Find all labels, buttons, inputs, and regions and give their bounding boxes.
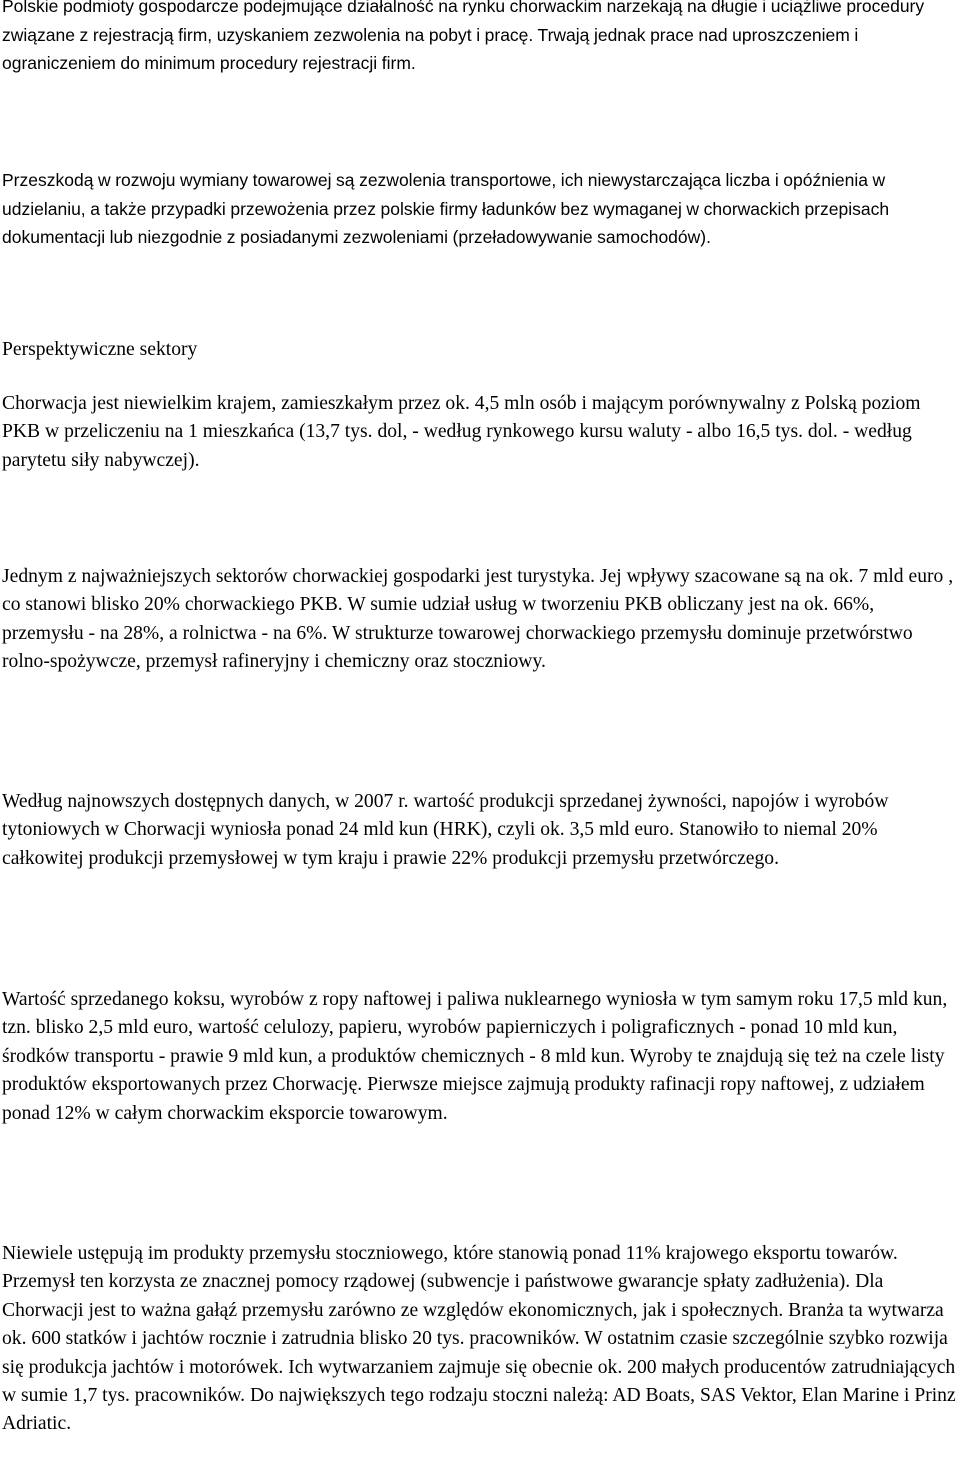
paragraph-transport-permits: Przeszkodą w rozwoju wymiany towarowej są zezwolenia transportowe, ich niewystarczająca liczba i opóźnienia w udzielaniu, a także przypadki przewożenia przez polskie firmy ładunków bez wymaganej w chorwackich przepisach dokumentacji lub niezgodnie z posiadanymi zezwoleniami (przeładowywanie samochodów). bbox=[2, 170, 890, 248]
section-heading-perspective-sectors: Perspektywiczne sektory bbox=[2, 339, 198, 360]
paragraph-food-production: Według najnowszych dostępnych danych, w 2007 r. wartość produkcji sprzedanej żywności, napojów i wyrobów tytoniowych w Chorwacji wyniosła ponad 24 mld kun (HRK), czyli ok. 3,5 mld euro. Stanowiło to niemal 20% całkowitej produkcji przemysłowej w tym kraju i prawie 22% produkcji przemysłu przetwórczego. bbox=[2, 791, 889, 869]
paragraph-shipbuilding: Niewiele ustępują im produkty przemysłu stoczniowego, które stanowią ponad 11% krajowego eksportu towarów. Przemysł ten korzysta ze znacznej pomocy rządowej (subwencje i państwowe gwarancje spłaty zadłużenia). Dla Chorwacji jest to ważna gałąź przemysłu zarówno ze względów ekonomicznych, jak i społecznych. Branża ta wytwarza ok. 600 statków i jachtów rocznie i zatrudnia blisko 20 tys. pracowników. W ostatnim czasie szczególnie szybko rozwija się produkcja jachtów i motorówek. Ich wytwarzaniem zajmuje się obecnie ok. 200 małych producentów zatrudniających w sumie 1,7 tys. pracowników. Do największych tego rodzaju stoczni należą: AD Boats, SAS Vektor, Elan Marine i Prinz Adriatic. bbox=[2, 1243, 956, 1435]
paragraph-registration-procedures: Polskie podmioty gospodarcze podejmujące działalność na rynku chorwackim narzekają na długie i uciążliwe procedury związane z rejestracją firm, uzyskaniem zezwolenia na pobyt i pracę. Trwają jednak prace nad uproszczeniem i ograniczeniem do minimum procedury rejestracji firm. bbox=[2, 0, 925, 74]
paragraph-croatia-overview: Chorwacja jest niewielkim krajem, zamieszkałym przez ok. 4,5 mln osób i mającym porównywalny z Polską poziom PKB w przeliczeniu na 1 mieszkańca (13,7 tys. dol, - według rynkowego kursu waluty - albo 16,5 tys. dol. - według parytetu siły nabywczej). bbox=[2, 393, 921, 471]
paragraph-tourism-sector: Jednym z najważniejszych sektorów chorwackiej gospodarki jest turystyka. Jej wpływy szacowane są na ok. 7 mld euro , co stanowi blisko 20% chorwackiego PKB. W sumie udział usług w tworzeniu PKB obliczany jest na ok. 66%, przemysłu - na 28%, a rolnictwa - na 6%. W strukturze towarowej chorwackiego przemysłu dominuje przetwórstwo rolno-spożywcze, przemysł rafineryjny i chemiczny oraz stoczniowy. bbox=[2, 566, 954, 673]
paragraph-industrial-sales: Wartość sprzedanego koksu, wyrobów z ropy naftowej i paliwa nuklearnego wyniosła w tym samym roku 17,5 mld kun, tzn. blisko 2,5 mld euro, wartość celulozy, papieru, wyrobów papierniczych i poligraficznych - ponad 10 mld kun, środków transportu - prawie 9 mld kun, a produktów chemicznych - 8 mld kun. Wyroby te znajdują się też na czele listy produktów eksportowanych przez Chorwację. Pierwsze miejsce zajmują produkty rafinacji ropy naftowej, z udziałem ponad 12% w całym chorwackim eksporcie towarowym. bbox=[2, 989, 948, 1124]
